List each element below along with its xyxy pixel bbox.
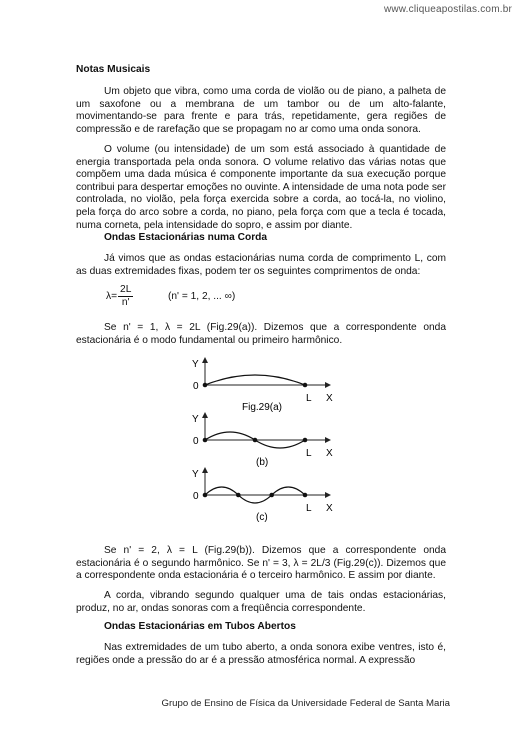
arrow-x-a (325, 382, 331, 388)
label-x-b: X (326, 448, 333, 459)
formula-numerator: 2L (120, 284, 132, 295)
figure-a (192, 357, 333, 413)
label-origin-b: 0 (193, 436, 199, 447)
figure-c (192, 467, 333, 523)
paragraph-5: Se n' = 2, λ = L (Fig.29(b)). Dizemos que a correspondente onda estacionária é o segundo harmônico. Se n' = 3, λ = 2L/3 (Fig.29(c)). Dizemos que a correspondente onda estacionária é o terceiro harmônico. E assim por diante. (76, 545, 446, 582)
node-c-2 (236, 493, 241, 498)
label-origin-a: 0 (193, 381, 199, 392)
caption-a: Fig.29(a) (242, 402, 283, 413)
node-a-start (203, 383, 208, 388)
figure-b (192, 412, 333, 468)
heading-ondas-corda: Ondas Estacionárias numa Corda (104, 232, 268, 243)
node-b-3 (303, 438, 308, 443)
arrow-y-a (202, 357, 208, 363)
paragraph-6: A corda, vibrando segundo qualquer uma de tais ondas estacionárias, produz, no ar, ondas sonoras com a freqüência correspondente. (76, 590, 446, 614)
node-c-4 (303, 493, 308, 498)
label-x-a: X (326, 393, 333, 404)
label-l-c: L (306, 503, 312, 514)
paragraph-1: Um objeto que vibra, como uma corda de violão ou de piano, a palheta de um saxofone ou a membrana de um tambor ou de um alto-falante, movimentando-se para frente e para trás, repetidamente, gera regiões de compressão e de rarefação que se propagam no ar como uma onda sonora. (76, 86, 446, 135)
watermark: www.cliqueapostilas.com.br (383, 4, 512, 15)
wave-a (205, 375, 305, 385)
formula-denominator: n' (121, 297, 130, 308)
paragraph-4: Se n' = 1, λ = 2L (Fig.29(a)). Dizemos que a correspondente onda estacionária é o modo fundamental ou primeiro harmônico. (76, 322, 446, 346)
paragraph-7: Nas extremidades de um tubo aberto, a onda sonora exibe ventres, isto é, regiões onde a pressão do ar é a pressão atmosférica normal. A expressão (76, 642, 446, 666)
label-origin-c: 0 (193, 491, 199, 502)
label-y-b: Y (192, 414, 199, 425)
node-b-1 (203, 438, 208, 443)
arrow-y-b (202, 412, 208, 418)
node-c-1 (203, 493, 208, 498)
label-x-c: X (326, 503, 333, 514)
node-a-end (303, 383, 308, 388)
node-b-2 (253, 438, 258, 443)
arrow-y-c (202, 467, 208, 473)
page-footer: Grupo de Ensino de Física da Universidade Federal de Santa Maria (161, 698, 450, 709)
caption-c: (c) (256, 512, 268, 523)
heading-tubos-abertos: Ondas Estacionárias em Tubos Abertos (104, 621, 296, 632)
caption-b: (b) (256, 457, 269, 468)
heading-notas-musicais: Notas Musicais (76, 64, 151, 75)
label-y-c: Y (192, 469, 199, 480)
formula-lhs: λ= (106, 291, 118, 303)
formula-condition: (n' = 1, 2, ... ∞) (168, 291, 236, 302)
label-y-a: Y (192, 359, 199, 370)
arrow-x-b (325, 437, 331, 443)
paragraph-3: Já vimos que as ondas estacionárias numa corda de comprimento L, com as duas extremidades fixas, podem ter os seguintes comprimentos de onda: (76, 253, 446, 277)
arrow-x-c (325, 492, 331, 498)
label-l-b: L (306, 448, 312, 459)
node-c-3 (269, 493, 274, 498)
formula-fraction (118, 284, 133, 309)
paragraph-2: O volume (ou intensidade) de um som está associado à quantidade de energia transportada pela onda sonora. O volume relativo das várias notas que compõem uma dada música é componente importante da sua execução porque contribui para despertar emoções no ouvinte. A intensidade de uma nota pode ser controlada, no violão, pela força exercida sobre a corda, ao tocá-la, no violino, pela força do arco sobre a corda, no piano, pela força com que a tecla é tocada, numa corneta, pela intensidade do sopro, e assim por diante. (76, 144, 446, 231)
wavelength-formula (106, 284, 133, 309)
standing-waves-figure (180, 355, 360, 530)
label-l-a: L (306, 393, 312, 404)
